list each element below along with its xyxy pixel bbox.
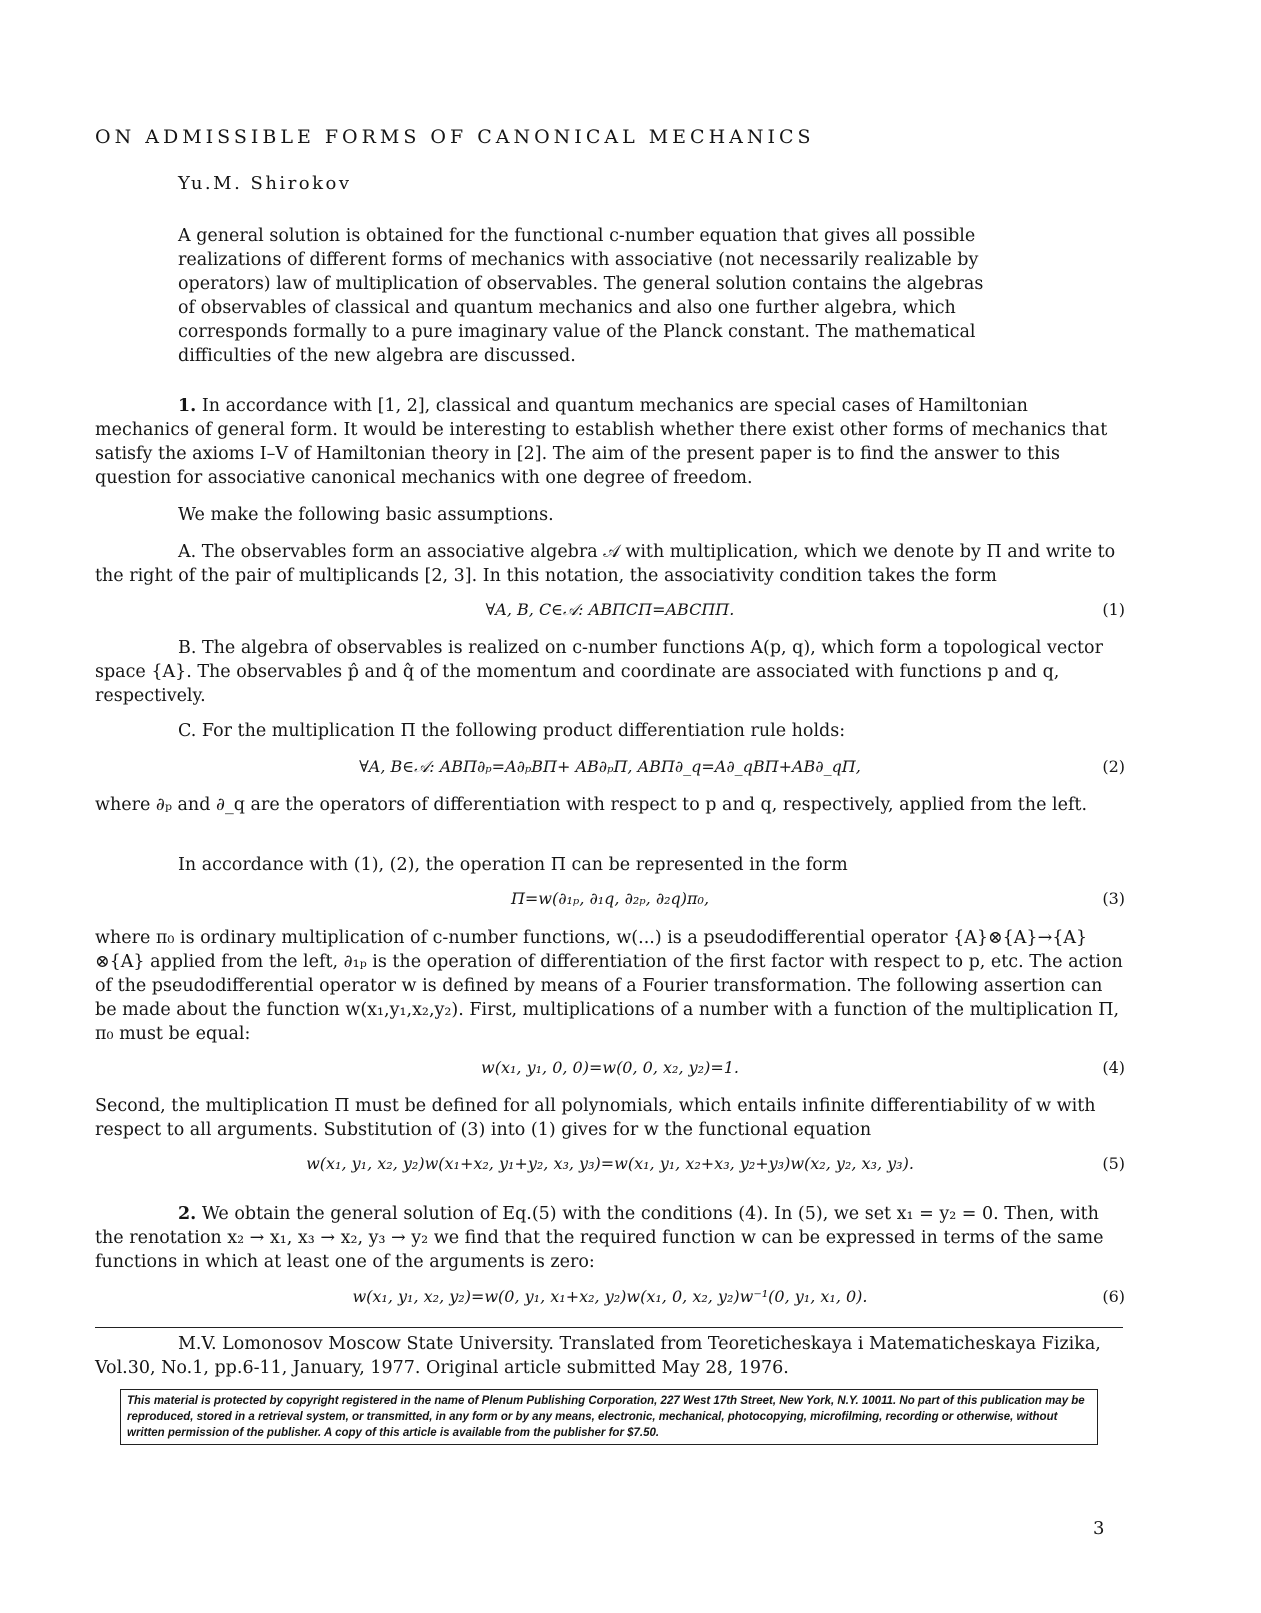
paper-title: ON ADMISSIBLE FORMS OF CANONICAL MECHANICS <box>95 126 815 148</box>
section-1-intro-text: In accordance with [1, 2], classical and quantum mechanics are special cases of Hamiltonian mechanics of general form. It would be interesting to establish whether there exist other forms of mechanics that satisfy the axioms I–V of Hamiltonian theory in [2]. The aim of the present paper is to find the answer to this question for associative canonical mechanics with one degree of freedom. <box>95 396 1108 488</box>
equation-3-text: Π=w(∂₁ₚ, ∂₁q, ∂₂ₚ, ∂₂q)π₀, <box>510 889 710 908</box>
equation-5 <box>95 1154 1125 1178</box>
section-1-number: 1. <box>178 396 197 416</box>
accordance-text: In accordance with (1), (2), the operation Π can be represented in the form <box>178 855 848 875</box>
copyright-notice: This material is protected by copyright registered in the name of Plenum Publishing Corporation, 227 West 17th Street, New York, N.Y. 10011. No part of this publication may be reproduced, stored in a retrieval system, or transmitted, in any form or by any means, electronic, mechanical, photocopying, microfilming, recording or otherwise, without written permission of the publisher. A copy of this article is available from the publisher for $7.50. <box>120 1389 1098 1445</box>
equation-5-number: (5) <box>1102 1154 1125 1173</box>
assumption-c: C. For the multiplication Π the following product differentiation rule holds: <box>178 721 846 741</box>
affiliation-note: M.V. Lomonosov Moscow State University. Translated from Teoreticheskaya i Matematicheskaya Fizika, Vol.30, No.1, pp.6-11, January, 1977. Original article submitted May 28, 1976. <box>95 1334 1101 1378</box>
paper-author: Yu.M. Shirokov <box>178 173 352 194</box>
equation-6-number: (6) <box>1102 1287 1125 1306</box>
equation-3-number: (3) <box>1102 889 1125 908</box>
section-1-intro <box>95 394 1125 490</box>
equation-2 <box>95 757 1125 781</box>
section-2-text <box>95 1202 1125 1274</box>
where-2: where ∂ₚ and ∂_q are the operators of differentiation with respect to p and q, respectively, applied from the left. <box>95 795 1088 815</box>
assumptions-lead: We make the following basic assumptions. <box>178 505 554 525</box>
section-2-number: 2. <box>178 1204 197 1224</box>
equation-5-text: w(x₁, y₁, x₂, y₂)w(x₁+x₂, y₁+y₂, x₃, y₃)=w(x₁, y₁, x₂+x₃, y₂+y₃)w(x₂, y₂, x₃, y₃). <box>306 1154 914 1173</box>
equation-4-text: w(x₁, y₁, 0, 0)=w(0, 0, x₂, y₂)=1. <box>481 1058 739 1077</box>
assumption-a: A. The observables form an associative algebra 𝒜 with multiplication, which we denote by Π and write to the right of the pair of multiplicands [2, 3]. In this notation, the associativity condition takes the form <box>95 542 1116 586</box>
section-2-body: We obtain the general solution of Eq.(5) with the conditions (4). In (5), we set x₁ = y₂ = 0. Then, with the renotation x₂ → x₁, x₃ → x₂, y₃ → y₂ we find that the required function w can be expressed in terms of the same functions in which at least one of the arguments is zero: <box>95 1204 1104 1272</box>
equation-1 <box>95 600 1125 624</box>
equation-6 <box>95 1287 1125 1311</box>
equation-3 <box>95 889 1125 913</box>
equation-1-number: (1) <box>1102 600 1125 619</box>
equation-4 <box>95 1058 1125 1082</box>
page-number: 3 <box>1093 1518 1105 1539</box>
where-3: where π₀ is ordinary multiplication of c-number functions, w(...) is a pseudodifferential operator {A}⊗{A}→{A}⊗{A} applied from the left, ∂₁ₚ is the operation of differentiation of the first factor with respect to p, etc. The action of the pseudodifferential operator w is defined by means of a Fourier transformation. The following assertion can be made about the function w(x₁,y₁,x₂,y₂). First, multiplications of a number with a function of the multiplication Π, π₀ must be equal: <box>95 928 1123 1044</box>
abstract: A general solution is obtained for the functional c-number equation that gives all possible realizations of different forms of mechanics with associative (not necessarily realizable by operators) law of multiplication of observables. The general solution contains the algebras of observables of classical and quantum mechanics and also one further algebra, which corresponds formally to a pure imaginary value of the Planck constant. The mathematical difficulties of the new algebra are discussed. <box>178 226 984 366</box>
footnote-rule <box>95 1327 1123 1328</box>
equation-1-text: ∀A, B, C∈𝒜: ABΠCΠ=ABCΠΠ. <box>485 600 735 619</box>
second-paragraph: Second, the multiplication Π must be defined for all polynomials, which entails infinite differentiability of w with respect to all arguments. Substitution of (3) into (1) gives for w the functional equation <box>95 1096 1096 1140</box>
equation-4-number: (4) <box>1102 1058 1125 1077</box>
assumption-b: B. The algebra of observables is realized on c-number functions A(p, q), which form a topological vector space {A}. The observables p̂ and q̂ of the momentum and coordinate are associated with functions p and q, respectively. <box>95 638 1103 706</box>
equation-2-text: ∀A, B∈𝒜: ABΠ∂ₚ=A∂ₚBΠ+ AB∂ₚΠ, ABΠ∂_q=A∂_qBΠ+AB∂_qΠ, <box>359 757 861 776</box>
equation-2-number: (2) <box>1102 757 1125 776</box>
equation-6-text: w(x₁, y₁, x₂, y₂)=w(0, y₁, x₁+x₂, y₂)w(x₁, 0, x₂, y₂)w⁻¹(0, y₁, x₁, 0). <box>352 1287 868 1306</box>
